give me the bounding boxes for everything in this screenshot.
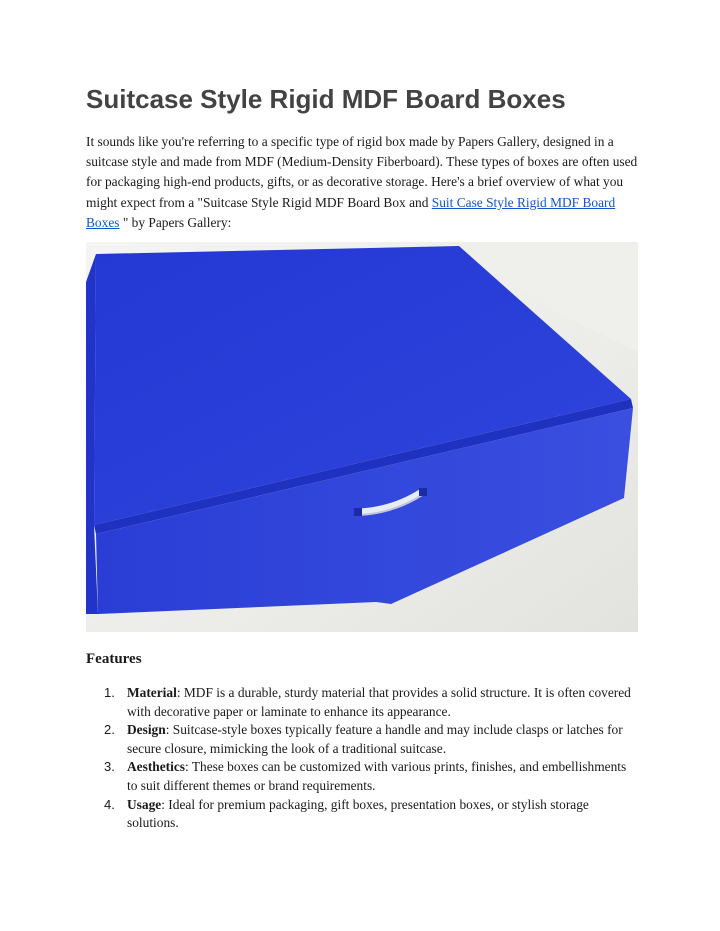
feature-term: Usage (127, 796, 162, 812)
list-number: 1. (104, 685, 115, 700)
feature-text: : These boxes can be customized with various prints, finishes, and embellishments to suit different themes or brand requirements. (127, 759, 627, 793)
page-title: Suitcase Style Rigid MDF Board Boxes (86, 84, 566, 114)
list-item (86, 684, 638, 721)
product-photo (86, 242, 638, 632)
feature-text: : Ideal for premium packaging, gift boxes, presentation boxes, or stylish storage solutions. (127, 796, 589, 831)
product-link[interactable]: Suit Case Style Rigid MDF Board Boxes (86, 194, 616, 230)
features-list (86, 684, 638, 833)
features-heading: Features (86, 651, 142, 667)
feature-text: : MDF is a durable, sturdy material that provides a solid structure. It is often covered with decorative paper or laminate to enhance its appearance. (127, 685, 631, 719)
feature-text: : Suitcase-style boxes typically feature a handle and may include clasps or latches for secure closure, mimicking the look of a traditional suitcase. (127, 722, 623, 756)
list-item (86, 721, 638, 758)
feature-term: Aesthetics (127, 759, 186, 775)
intro-paragraph (86, 132, 638, 233)
list-number: 4. (104, 796, 115, 812)
list-number: 2. (104, 722, 115, 738)
intro-text-end: " by Papers Gallery: (119, 214, 232, 230)
feature-term: Design (127, 722, 166, 738)
list-item (86, 796, 638, 833)
feature-term: Material (127, 685, 177, 700)
intro-text: It sounds like you're referring to a specific type of rigid box made by Papers Gallery, designed in a suitcase style and made from MDF (Medium-Density Fiberboard). These types of boxes are often used for packaging high-end products, gifts, or as decorative storage. Here's a brief overview of what you might expect from a "Suitcase Style Rigid MDF Board Box and (86, 134, 638, 210)
list-item (86, 758, 638, 795)
list-number: 3. (104, 759, 115, 775)
